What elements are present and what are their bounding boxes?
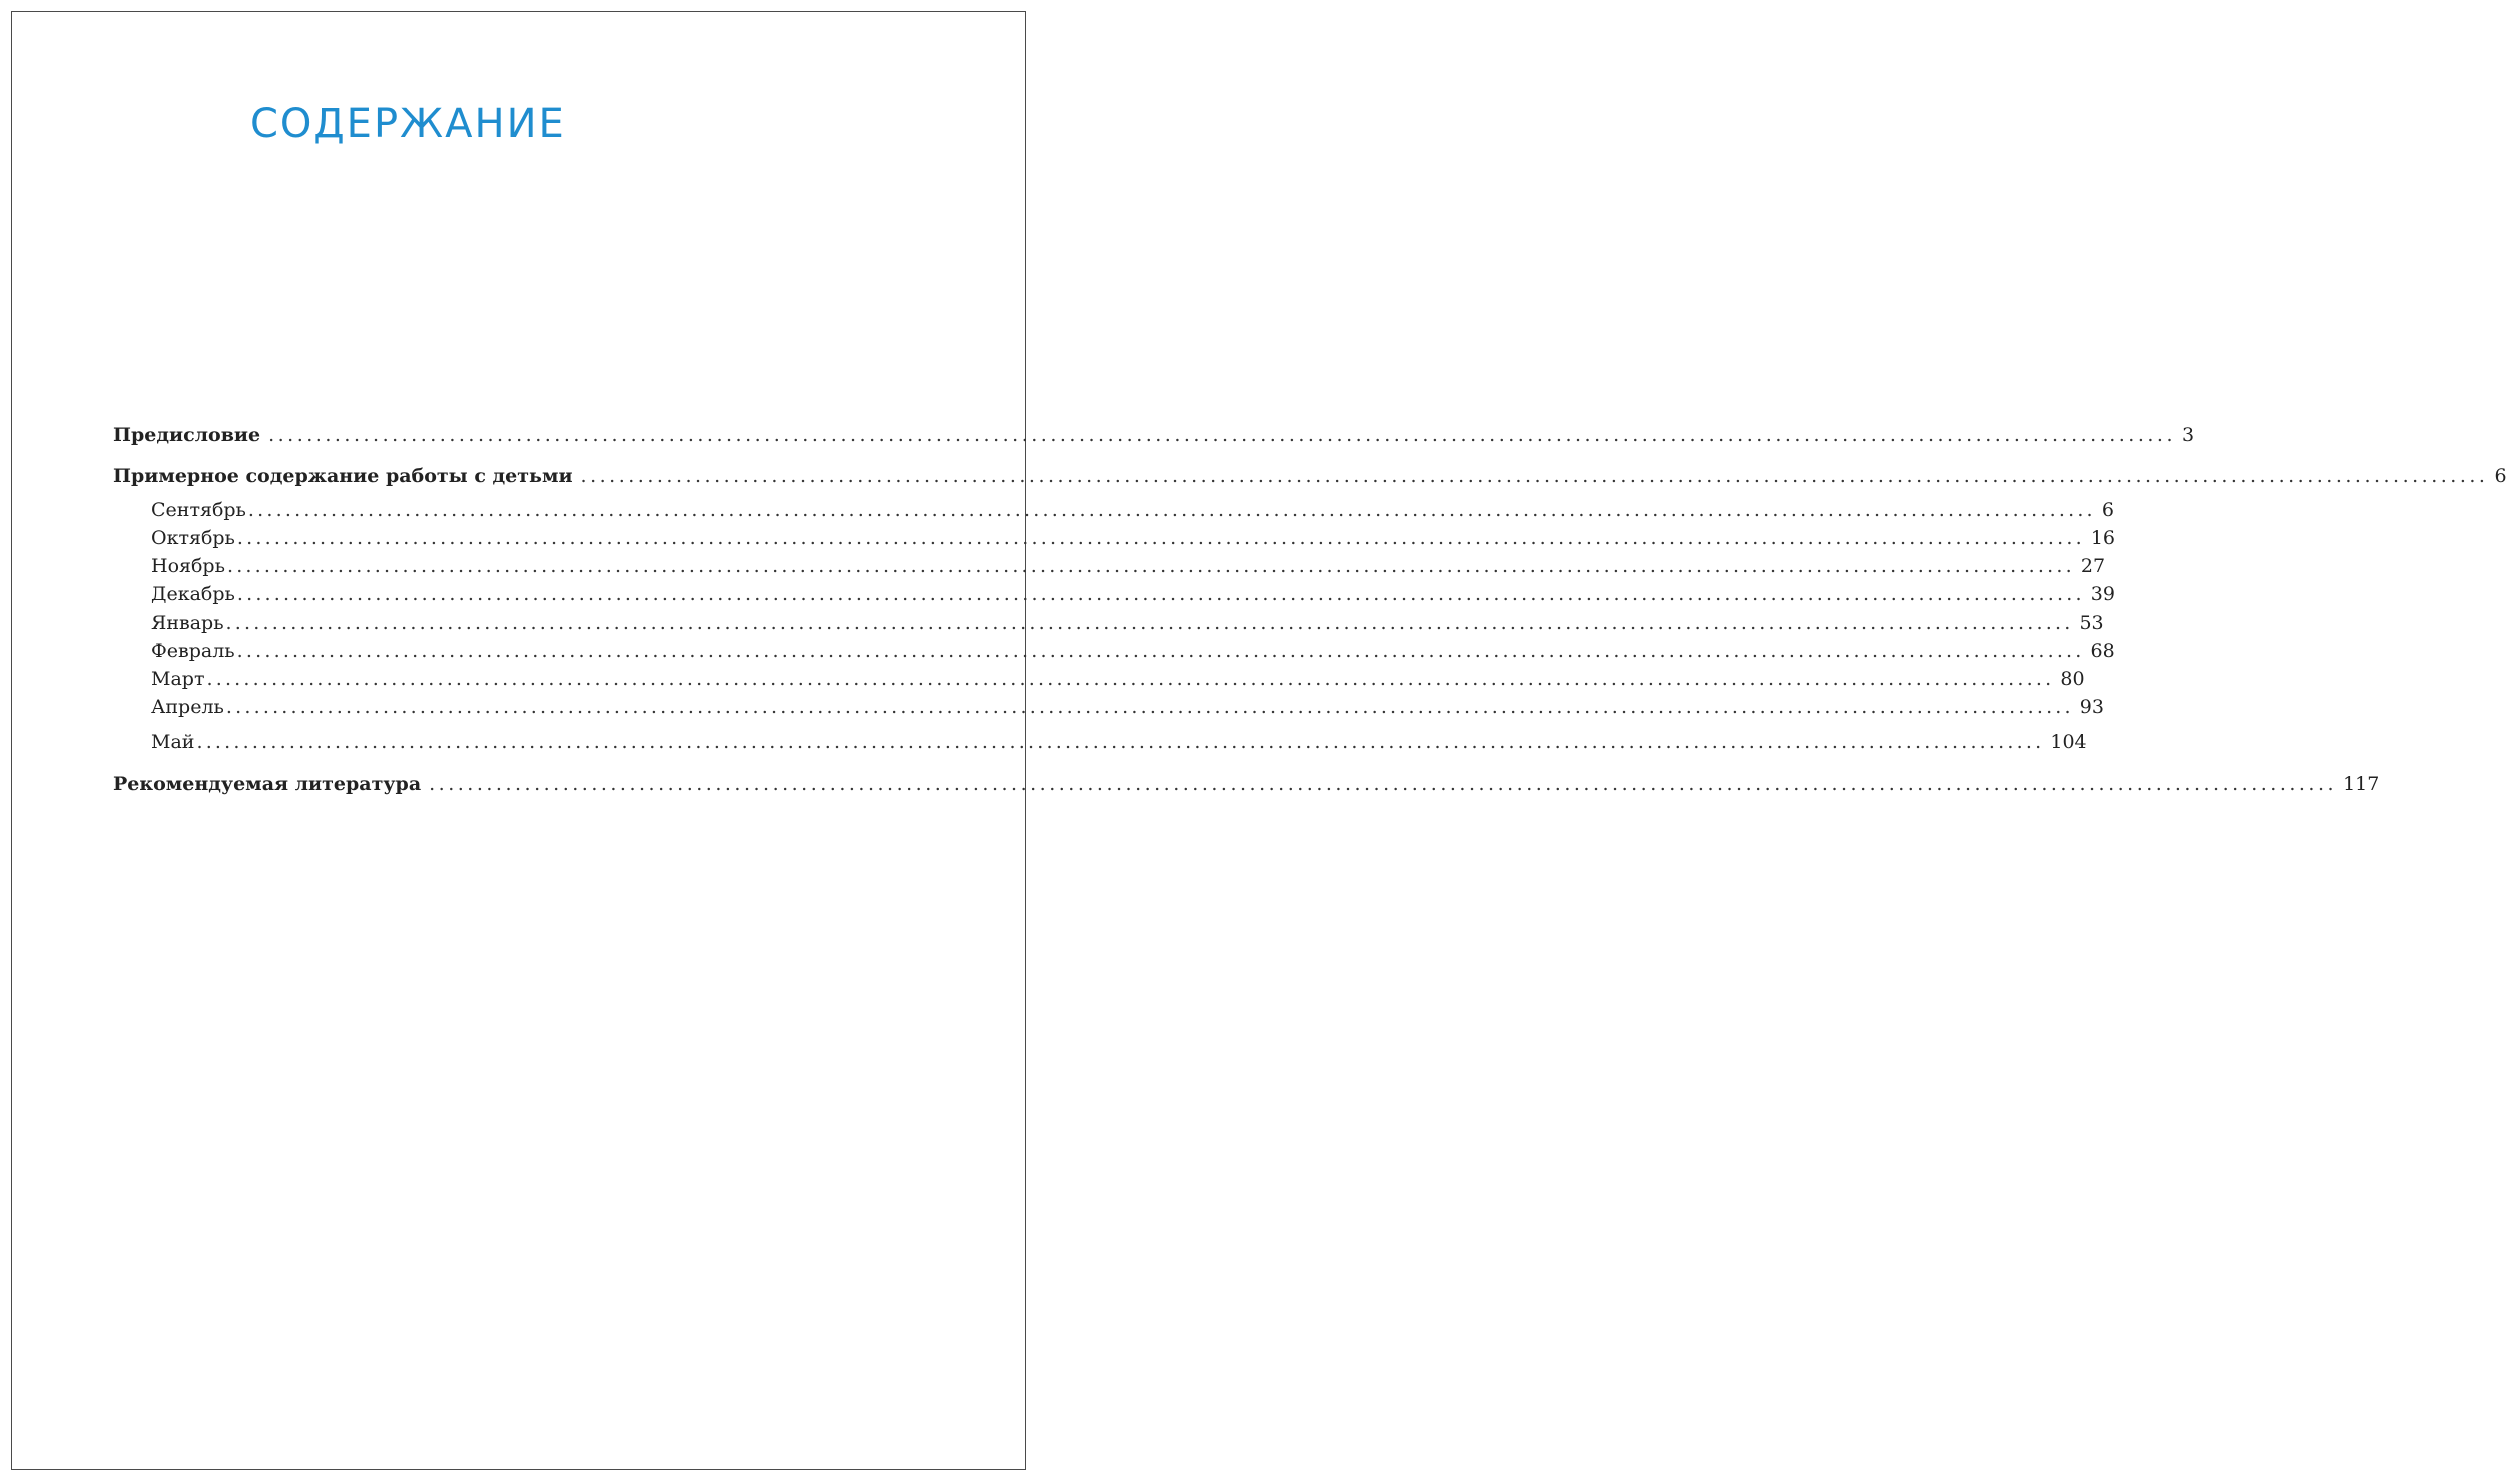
toc-page-number: 53 xyxy=(2079,612,2104,634)
toc-entry[interactable] xyxy=(151,696,2104,724)
toc-entry[interactable] xyxy=(151,731,2087,759)
toc-entry-label: Примерное содержание работы с детьми xyxy=(113,465,573,487)
toc-entry[interactable] xyxy=(151,640,2115,668)
toc-leader: ........................................................................................................................................................................................................ xyxy=(247,499,2096,521)
toc-page-number: 39 xyxy=(2090,583,2115,605)
toc-leader: ........................................................................................................................................................................................................ xyxy=(580,465,2489,487)
toc-entry-label: Рекомендуемая литература xyxy=(113,773,422,795)
toc-entry-label: Ноябрь xyxy=(151,555,225,577)
toc-entry[interactable] xyxy=(151,527,2116,555)
toc-entry[interactable] xyxy=(113,424,2195,452)
toc-page-number: 93 xyxy=(2079,696,2104,718)
toc-leader: ........................................................................................................................................................................................................ xyxy=(429,773,2338,795)
toc-page-number: 6 xyxy=(2494,465,2507,487)
toc-entry-label: Февраль xyxy=(151,640,235,662)
toc-page-number: 68 xyxy=(2090,640,2115,662)
toc-leader: ........................................................................................................................................................................................................ xyxy=(196,731,2045,753)
toc-entry[interactable] xyxy=(113,773,2380,801)
toc-page-number: 104 xyxy=(2050,731,2087,753)
toc-entry-label: Сентябрь xyxy=(151,499,246,521)
toc-entry[interactable] xyxy=(151,555,2106,583)
toc-entry-label: Март xyxy=(151,668,205,690)
toc-entry[interactable] xyxy=(151,668,2085,696)
toc-leader: ........................................................................................................................................................................................................ xyxy=(236,527,2085,549)
toc-entry[interactable] xyxy=(151,583,2115,611)
toc-page-number: 117 xyxy=(2343,773,2380,795)
toc-entry-label: Апрель xyxy=(151,696,224,718)
toc-entry[interactable] xyxy=(151,499,2114,527)
toc-leader: ........................................................................................................................................................................................................ xyxy=(226,555,2075,577)
toc-leader: ........................................................................................................................................................................................................ xyxy=(236,640,2085,662)
toc-leader: ........................................................................................................................................................................................................ xyxy=(225,612,2074,634)
toc-entry-label: Май xyxy=(151,731,195,753)
toc-leader: ........................................................................................................................................................................................................ xyxy=(206,668,2055,690)
toc-entry-label: Октябрь xyxy=(151,527,235,549)
toc-entry[interactable] xyxy=(151,612,2104,640)
toc-page-number: 16 xyxy=(2090,527,2116,549)
toc-leader: ........................................................................................................................................................................................................ xyxy=(268,424,2177,446)
toc-page-number: 80 xyxy=(2060,668,2085,690)
page-title: СОДЕРЖАНИЕ xyxy=(250,101,566,147)
toc-page-number: 3 xyxy=(2182,424,2195,446)
toc-entry-label: Январь xyxy=(151,612,224,634)
toc-leader: ........................................................................................................................................................................................................ xyxy=(236,583,2085,605)
toc-page-number: 6 xyxy=(2101,499,2114,521)
toc-leader: ........................................................................................................................................................................................................ xyxy=(225,696,2074,718)
toc-entry-label: Предисловие xyxy=(113,424,261,446)
toc-page-number: 27 xyxy=(2080,555,2106,577)
toc-entry-label: Декабрь xyxy=(151,583,235,605)
toc-entry[interactable] xyxy=(113,465,2507,493)
